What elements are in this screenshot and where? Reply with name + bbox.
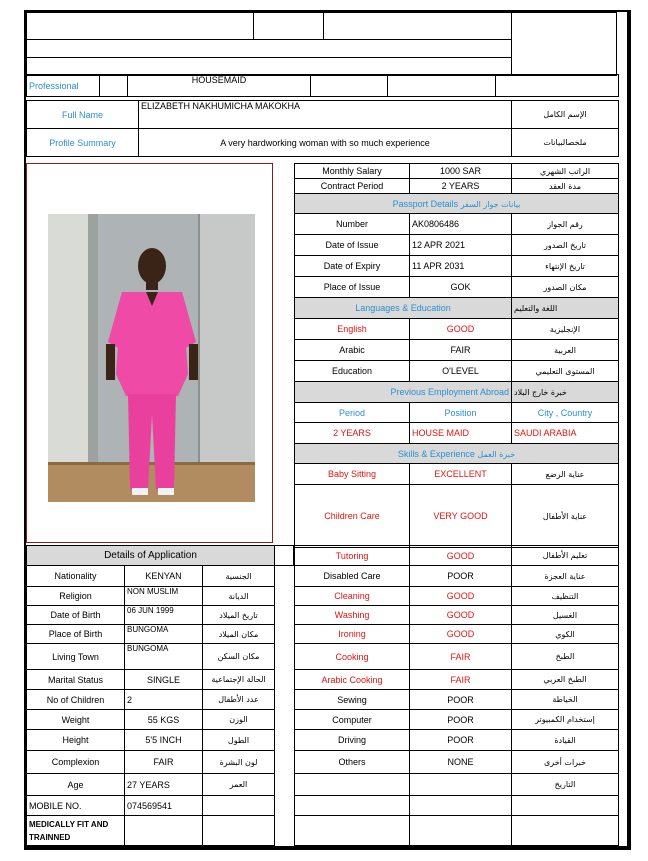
date-of-issue-value: 12 APR 2021	[410, 235, 512, 256]
baby-sitting-label: Baby Sitting	[295, 464, 410, 485]
cleaning-value: GOOD	[410, 587, 512, 606]
profile-summary-value: A very hardworking woman with so much experience	[139, 129, 512, 157]
age-ar: العمر	[203, 774, 275, 796]
english-value: GOOD	[410, 319, 512, 340]
others-value: NONE	[410, 751, 512, 774]
no-of-children-label: No of Children	[27, 690, 125, 710]
full-name-value: ELIZABETH NAKHUMICHA MAKOKHA	[139, 101, 512, 129]
tutoring-value: GOOD	[410, 546, 512, 566]
education-value: O'LEVEL	[410, 361, 512, 382]
full-name-label: Full Name	[27, 101, 139, 129]
nationality-ar: الجنسية	[203, 566, 275, 587]
marital-status-ar: الحالة الإجتماعية	[203, 670, 275, 690]
cleaning-ar: التنظيف	[512, 587, 619, 606]
monthly-salary-label: Monthly Salary	[295, 164, 410, 179]
age-value: 27 YEARS	[125, 774, 203, 796]
details-table	[26, 545, 275, 846]
photo-frame	[26, 163, 273, 543]
monthly-salary-value: 1000 SAR	[410, 164, 512, 179]
employment-period: 2 YEARS	[295, 423, 410, 444]
washing-value: GOOD	[410, 606, 512, 625]
city-country-column-header: City , Country	[512, 403, 619, 423]
education-label: Education	[295, 361, 410, 382]
disabled-care-value: POOR	[410, 566, 512, 587]
profile-summary-label: Profile Summary	[27, 129, 139, 157]
children-care-label: Children Care	[295, 485, 410, 548]
computer-label: Computer	[295, 710, 410, 730]
weight-value: 55 KGS	[125, 710, 203, 730]
nationality-value: KENYAN	[125, 566, 203, 587]
arabic-cooking-ar: الطبخ العربي	[512, 670, 619, 690]
english-label: English	[295, 319, 410, 340]
passport-number-ar: رقم الجواز	[512, 214, 619, 235]
contract-period-label: Contract Period	[295, 179, 410, 194]
computer-ar: إستخدام الكمبيوتر	[512, 710, 619, 730]
cooking-ar: الطبخ	[512, 644, 619, 670]
identity-table	[26, 100, 619, 157]
english-ar: الإنجليزية	[512, 319, 619, 340]
living-town-label: Living Town	[27, 644, 125, 670]
marital-status-label: Marital Status	[27, 670, 125, 690]
washing-ar: الغسيل	[512, 606, 619, 625]
frame-shadow-right	[629, 10, 631, 850]
date-of-expiry-value: 11 APR 2031	[410, 256, 512, 277]
disabled-care-ar: عناية العجزة	[512, 566, 619, 587]
religion-ar: الديانة	[203, 587, 275, 606]
driving-ar: القيادة	[512, 730, 619, 751]
arabic-cooking-value: FAIR	[410, 670, 512, 690]
arabic-ar: العربية	[512, 340, 619, 361]
passport-number-label: Number	[295, 214, 410, 235]
top-right-blank	[511, 12, 617, 76]
others-ar: خبرات أخرى	[512, 751, 619, 774]
mobile-value: 074569541	[125, 796, 203, 816]
ironing-ar: الكوي	[512, 625, 619, 644]
complexion-value: FAIR	[125, 751, 203, 774]
date-of-birth-ar: تاريخ الميلاد	[203, 606, 275, 625]
tutoring-ar: تعليم الأطفال	[512, 546, 619, 566]
nationality-label: Nationality	[27, 566, 125, 587]
sewing-ar: الخياطة	[512, 690, 619, 710]
employment-section-header: Previous Employment Abroad	[295, 382, 512, 403]
place-of-birth-value: BUNGOMA	[125, 625, 203, 644]
date-of-issue-label: Date of Issue	[295, 235, 410, 256]
contract-period-ar: مدة العقد	[512, 179, 619, 194]
marital-status-value: SINGLE	[125, 670, 203, 690]
professional-label: Professional	[27, 75, 100, 97]
cooking-value: FAIR	[410, 644, 512, 670]
right-table	[294, 163, 619, 548]
sewing-value: POOR	[410, 690, 512, 710]
height-value: 5'5 INCH	[125, 730, 203, 751]
religion-label: Religion	[27, 587, 125, 606]
place-of-birth-label: Place of Birth	[27, 625, 125, 644]
place-of-birth-ar: مكان الميلاد	[203, 625, 275, 644]
date-of-expiry-label: Date of Expiry	[295, 256, 410, 277]
baby-sitting-ar: عناية الرضع	[512, 464, 619, 485]
professional-row	[26, 74, 619, 97]
separator-column	[274, 545, 294, 566]
details-section-header: Details of Application	[27, 546, 275, 566]
place-of-issue-value: GOK	[410, 277, 512, 298]
cleaning-label: Cleaning	[295, 587, 410, 606]
driving-label: Driving	[295, 730, 410, 751]
complexion-label: Complexion	[27, 751, 125, 774]
profile-summary-ar: ملخصالبيانات	[512, 129, 619, 157]
height-ar: الطول	[203, 730, 275, 751]
date-ar: التاريخ	[512, 774, 619, 796]
skills-section-header: Skills & Experience خبرة العمل	[295, 444, 619, 464]
languages-section-header: Languages & Education	[295, 298, 512, 319]
cooking-label: Cooking	[295, 644, 410, 670]
place-of-issue-ar: مكان الصدور	[512, 277, 619, 298]
place-of-issue-label: Place of Issue	[295, 277, 410, 298]
sewing-label: Sewing	[295, 690, 410, 710]
employment-section-header-ar: خبرة خارج البلاد	[512, 382, 619, 403]
employment-position: HOUSE MAID	[410, 423, 512, 444]
others-label: Others	[295, 751, 410, 774]
religion-value: NON MUSLIM	[125, 587, 203, 606]
children-care-value: VERY GOOD	[410, 485, 512, 548]
weight-ar: الوزن	[203, 710, 275, 730]
profession-value: HOUSEMAID	[128, 75, 311, 97]
medically-fit-note: MEDICALLY FIT AND TRAINNED	[27, 816, 125, 846]
date-of-expiry-ar: تاريخ الإنتهاء	[512, 256, 619, 277]
driving-value: POOR	[410, 730, 512, 751]
date-of-birth-label: Date of Birth	[27, 606, 125, 625]
baby-sitting-value: EXCELLENT	[410, 464, 512, 485]
position-column-header: Position	[410, 403, 512, 423]
employment-country: SAUDI ARABIA	[512, 423, 619, 444]
computer-value: POOR	[410, 710, 512, 730]
monthly-salary-ar: الراتب الشهري	[512, 164, 619, 179]
tutoring-label: Tutoring	[295, 546, 410, 566]
ironing-value: GOOD	[410, 625, 512, 644]
passport-number-value: AK0806486	[410, 214, 512, 235]
contract-period-value: 2 YEARS	[410, 179, 512, 194]
weight-label: Weight	[27, 710, 125, 730]
age-label: Age	[27, 774, 125, 796]
top-blank-table	[26, 12, 512, 76]
date-of-birth-value: 06 JUN 1999	[125, 606, 203, 625]
disabled-care-label: Disabled Care	[295, 566, 410, 587]
ironing-label: Ironing	[295, 625, 410, 644]
no-of-children-value: 2	[125, 690, 203, 710]
washing-label: Washing	[295, 606, 410, 625]
period-column-header: Period	[295, 403, 410, 423]
complexion-ar: لون البشرة	[203, 751, 275, 774]
languages-section-header-ar: اللغة والتعليم	[512, 298, 619, 319]
skills-table	[294, 545, 619, 846]
arabic-cooking-label: Arabic Cooking	[295, 670, 410, 690]
education-ar: المستوى التعليمي	[512, 361, 619, 382]
full-name-ar: الإسم الكامل	[512, 101, 619, 129]
living-town-ar: مكان السكن	[203, 644, 275, 670]
candidate-photo	[48, 214, 255, 502]
no-of-children-ar: عدد الأطفال	[203, 690, 275, 710]
mobile-label: MOBILE NO.	[27, 796, 125, 816]
date-of-issue-ar: تاريخ الصدور	[512, 235, 619, 256]
frame-shadow-bottom	[24, 848, 631, 850]
arabic-label: Arabic	[295, 340, 410, 361]
height-label: Height	[27, 730, 125, 751]
children-care-ar: عناية الأطفال	[512, 485, 619, 548]
arabic-value: FAIR	[410, 340, 512, 361]
passport-section-header: Passport Details بيانات جواز السفر	[295, 194, 619, 214]
living-town-value: BUNGOMA	[125, 644, 203, 670]
